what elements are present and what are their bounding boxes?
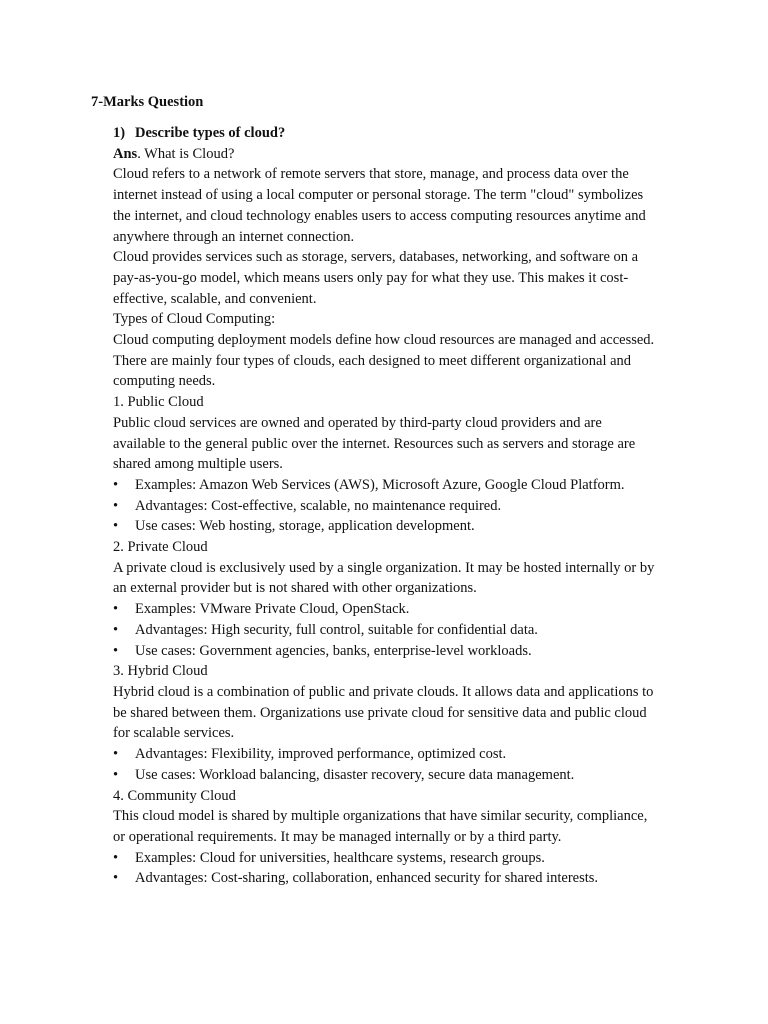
section-line: an external provider but is not shared with other organizations. [113,580,477,597]
bullet-marker: • [113,601,119,618]
list-item-text: Advantages: Cost-effective, scalable, no maintenance required. [135,497,502,514]
section-line: or operational requirements. It may be managed internally or by a third party. [113,828,562,845]
bullet-marker: • [113,518,119,535]
list-item [113,599,683,620]
intro-line: Types of Cloud Computing: [113,311,276,328]
list-item [113,641,683,662]
section-line: for scalable services. [113,725,235,742]
intro-line: Cloud computing deployment models define how cloud resources are managed and accessed. [113,332,655,349]
section-line: be shared between them. Organizations use private cloud for sensitive data and public cloud [113,704,647,721]
section-line: available to the general public over the internet. Resources such as servers and storage are [113,435,636,452]
list-item [113,516,683,537]
list-item-text: Examples: Cloud for universities, healthcare systems, research groups. [135,849,545,866]
list-item [113,848,683,869]
bullet-marker: • [113,746,119,763]
document-body [113,123,683,889]
question-number: 1) [113,125,126,141]
section-title: 3. Hybrid Cloud [113,663,208,680]
list-item-text: Advantages: High security, full control, suitable for confidential data. [135,621,538,638]
list-item [113,765,683,786]
question-text: Describe types of cloud? [135,125,286,141]
intro-line: Cloud provides services such as storage, servers, databases, networking, and software on a [113,249,639,266]
bullet-list [113,744,683,785]
section-private-cloud [113,537,683,661]
answer-line [113,144,683,165]
intro-line: pay-as-you-go model, which means users only pay for what they use. This makes it cost- [113,269,629,286]
list-item [113,475,683,496]
section-line: Public cloud services are owned and operated by third-party cloud providers and are [113,414,602,431]
list-item [113,620,683,641]
bullet-list [113,475,683,537]
list-item-text: Examples: Amazon Web Services (AWS), Microsoft Azure, Google Cloud Platform. [135,476,625,493]
bullet-marker: • [113,621,119,638]
section-hybrid-cloud [113,661,683,785]
answer-label: Ans [113,145,138,162]
list-item-text: Advantages: Flexibility, improved performance, optimized cost. [135,746,507,763]
section-line: Hybrid cloud is a combination of public and private clouds. It allows data and applications to [113,683,654,700]
intro-line: internet instead of using a local computer or personal storage. The term "cloud" symbolizes [113,187,644,204]
list-item-text: Use cases: Web hosting, storage, application development. [135,518,475,535]
section-public-cloud [113,392,683,537]
section-community-cloud [113,786,683,890]
list-item-text: Examples: VMware Private Cloud, OpenStack. [135,601,410,618]
bullet-marker: • [113,766,119,783]
intro-line: anywhere through an internet connection. [113,228,355,245]
intro-line: effective, scalable, and convenient. [113,290,317,307]
section-title: 1. Public Cloud [113,394,204,411]
list-item [113,744,683,765]
list-item-text: Use cases: Workload balancing, disaster recovery, secure data management. [135,766,575,783]
bullet-list [113,848,683,889]
bullet-marker: • [113,849,119,866]
section-title: 2. Private Cloud [113,539,208,556]
section-line: A private cloud is exclusively used by a single organization. It may be hosted internally or by [113,559,655,576]
list-item-text: Use cases: Government agencies, banks, enterprise-level workloads. [135,642,532,659]
document-heading: 7-Marks Question [91,94,204,110]
bullet-marker: • [113,497,119,514]
bullet-marker: • [113,870,119,887]
intro-line: computing needs. [113,373,216,390]
intro-paragraphs [113,164,683,392]
section-title: 4. Community Cloud [113,787,236,804]
bullet-list [113,599,683,661]
bullet-marker: • [113,476,119,493]
bullet-marker: • [113,642,119,659]
question-line [113,123,683,144]
section-line: This cloud model is shared by multiple organizations that have similar security, compliance, [113,808,648,825]
intro-line: Cloud refers to a network of remote servers that store, manage, and process data over the [113,166,629,183]
answer-title: . What is Cloud? [137,145,235,162]
section-line: shared among multiple users. [113,456,283,473]
intro-line: There are mainly four types of clouds, each designed to meet different organizational and [113,352,632,369]
list-item [113,868,683,889]
list-item-text: Advantages: Cost-sharing, collaboration, enhanced security for shared interests. [135,870,599,887]
list-item [113,496,683,517]
intro-line: the internet, and cloud technology enables users to access computing resources anytime and [113,207,646,224]
